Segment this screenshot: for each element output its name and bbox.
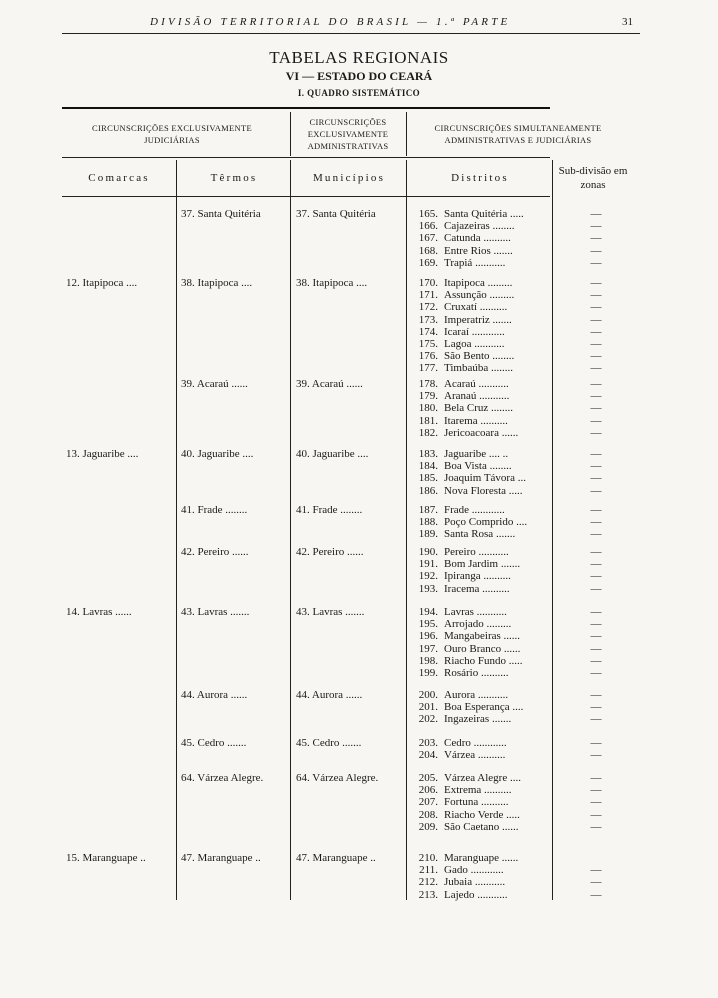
section-heading: I. QUADRO SISTEMÁTICO xyxy=(297,88,421,98)
district-number: 212. xyxy=(418,876,438,889)
district-row xyxy=(410,257,505,269)
district-name: Jaguaribe .... .. xyxy=(444,448,509,460)
district-number: 167. xyxy=(418,232,438,245)
zone-dash: — xyxy=(590,570,602,583)
district-row xyxy=(410,618,511,630)
district-row xyxy=(410,516,527,528)
district-number: 172. xyxy=(418,301,438,314)
col-header-distritos: Distritos xyxy=(451,172,509,184)
district-name: Ingazeiras ....... xyxy=(444,713,512,726)
district-row xyxy=(410,558,520,570)
district-row xyxy=(410,701,523,713)
district-name: Cedro ............ xyxy=(444,737,507,749)
district-row xyxy=(410,350,514,362)
district-name: Aurora ........... xyxy=(444,689,509,701)
district-row xyxy=(410,796,508,808)
zone-dash: — xyxy=(590,876,602,889)
page-title: TABELAS REGIONAIS xyxy=(269,48,449,67)
district-row xyxy=(410,643,520,655)
district-number: 210. xyxy=(418,852,438,864)
state-heading: VI — ESTADO DO CEARÁ xyxy=(285,69,433,83)
district-number: 192. xyxy=(418,570,438,583)
municipio-cell: 45. Cedro ....... xyxy=(296,737,362,749)
district-row xyxy=(410,583,510,595)
district-row xyxy=(410,220,515,232)
district-number: 204. xyxy=(418,749,438,762)
group-header-judiciary: CIRCUNSCRIÇÕES EXCLUSIVAMENTE JUDICIÁRIAS xyxy=(92,123,252,145)
district-number: 177. xyxy=(418,362,438,375)
col-header-municipios: Municípios xyxy=(312,172,386,184)
district-name: Aranaú ........... xyxy=(444,390,510,403)
zone-dash: — xyxy=(590,516,602,529)
district-number: 202. xyxy=(418,713,438,726)
district-number: 178. xyxy=(418,378,438,390)
district-row xyxy=(410,772,521,784)
district-number: 190. xyxy=(418,546,438,558)
district-number: 176. xyxy=(418,350,438,363)
district-name: Entre Rios ....... xyxy=(444,244,513,257)
district-row xyxy=(410,427,518,439)
district-name: São Bento ........ xyxy=(444,350,515,363)
district-number: 184. xyxy=(418,460,438,473)
district-name: Iracema .......... xyxy=(444,582,510,595)
district-row xyxy=(410,326,505,338)
district-name: Boa Vista ........ xyxy=(444,460,512,473)
municipio-cell: 64. Várzea Alegre. xyxy=(296,772,379,784)
district-name: Riacho Verde ..... xyxy=(444,808,520,821)
zone-dash: — xyxy=(590,426,602,439)
zone-dash: — xyxy=(590,546,602,558)
district-number: 165. xyxy=(418,208,438,220)
table-top-rule xyxy=(62,107,550,109)
zone-dash: — xyxy=(590,256,602,269)
district-number: 183. xyxy=(418,448,438,460)
district-number: 211. xyxy=(419,864,438,877)
zone-dash: — xyxy=(590,528,602,541)
district-number: 201. xyxy=(418,701,438,714)
district-name: Gado ............ xyxy=(444,864,504,877)
district-name: Joaquim Távora ... xyxy=(444,472,526,485)
zone-dash: — xyxy=(590,582,602,595)
termo-cell: 41. Frade ........ xyxy=(181,504,248,516)
district-name: Jubaia ........... xyxy=(444,876,506,889)
district-name: Cruxatí .......... xyxy=(444,301,508,314)
termo-cell: 47. Maranguape .. xyxy=(181,852,261,864)
district-name: Extrema .......... xyxy=(444,784,512,797)
municipio-cell: 42. Pereiro ...... xyxy=(296,546,364,558)
zone-dash: — xyxy=(590,460,602,473)
district-row xyxy=(410,338,504,350)
zone-dash: — xyxy=(590,504,602,516)
district-number: 195. xyxy=(418,618,438,631)
group-divider-a xyxy=(290,112,291,156)
district-number: 191. xyxy=(418,558,438,571)
col-header-termos: Têrmos xyxy=(210,172,258,184)
comarca-cell: 12. Itapipoca .... xyxy=(66,277,138,289)
district-row xyxy=(410,472,526,484)
district-number: 213. xyxy=(418,888,438,901)
district-name: Riacho Fundo ..... xyxy=(444,654,523,667)
district-name: São Caetano ...... xyxy=(444,820,519,833)
zone-dash: — xyxy=(590,378,602,390)
termo-cell: 44. Aurora ...... xyxy=(181,689,248,701)
termo-cell: 39. Acaraú ...... xyxy=(181,378,248,390)
termo-cell: 43. Lavras ....... xyxy=(181,606,250,618)
district-row xyxy=(410,378,509,390)
district-number: 208. xyxy=(418,808,438,821)
district-row xyxy=(410,713,511,725)
district-number: 196. xyxy=(418,630,438,643)
district-row xyxy=(410,852,518,864)
zone-dash: — xyxy=(590,701,602,714)
municipio-cell: 44. Aurora ...... xyxy=(296,689,363,701)
zone-dash: — xyxy=(590,402,602,415)
district-row xyxy=(410,314,512,326)
zone-dash: — xyxy=(590,737,602,749)
district-name: Icaraí ............ xyxy=(444,325,505,338)
district-row xyxy=(410,809,520,821)
col-divider-1 xyxy=(176,160,177,900)
zone-dash: — xyxy=(590,642,602,655)
zone-dash: — xyxy=(590,888,602,901)
municipio-cell: 40. Jaguaribe .... xyxy=(296,448,369,460)
zone-dash: — xyxy=(590,667,602,679)
district-name: Nova Floresta ..... xyxy=(444,484,523,497)
zone-dash: — xyxy=(590,484,602,497)
district-name: Trapiá ........... xyxy=(444,256,506,269)
zone-dash: — xyxy=(590,220,602,233)
district-row xyxy=(410,864,504,876)
district-number: 169. xyxy=(418,256,438,269)
district-name: Itarema .......... xyxy=(444,414,508,427)
col-header-subdivisao: Sub-divisão em zonas xyxy=(558,165,628,191)
district-number: 174. xyxy=(418,325,438,338)
district-number: 175. xyxy=(418,338,438,350)
district-row xyxy=(410,655,523,667)
district-row xyxy=(410,245,513,257)
district-number: 203. xyxy=(418,737,438,749)
district-name: Mangabeiras ...... xyxy=(444,630,521,643)
termo-cell: 42. Pereiro ...... xyxy=(181,546,249,558)
municipio-cell: 37. Santa Quitéria xyxy=(296,208,376,220)
district-number: 197. xyxy=(418,642,438,655)
district-number: 173. xyxy=(418,313,438,326)
zone-dash: — xyxy=(590,864,602,877)
district-row xyxy=(410,889,508,901)
district-name: Assunção ......... xyxy=(444,289,515,302)
district-name: Bela Cruz ........ xyxy=(444,402,514,415)
zone-dash: — xyxy=(590,808,602,821)
district-row xyxy=(410,689,508,701)
zone-dash: — xyxy=(590,362,602,375)
district-number: 193. xyxy=(418,582,438,595)
zone-dash: — xyxy=(590,472,602,485)
zone-dash: — xyxy=(590,301,602,314)
district-number: 209. xyxy=(418,820,438,833)
district-name: Bom Jardim ....... xyxy=(444,558,521,571)
district-name: Boa Esperança .... xyxy=(444,701,524,714)
district-name: Jericoacoara ...... xyxy=(444,426,519,439)
page-number: 31 xyxy=(622,16,633,28)
district-row xyxy=(410,606,507,618)
termo-cell: 40. Jaguaribe .... xyxy=(181,448,254,460)
zone-dash: — xyxy=(590,325,602,338)
termo-cell: 38. Itapipoca .... xyxy=(181,277,253,289)
district-number: 181. xyxy=(418,414,438,427)
district-name: Lagoa ........... xyxy=(444,338,505,350)
district-row xyxy=(410,208,524,220)
municipio-cell: 41. Frade ........ xyxy=(296,504,363,516)
district-name: Rosário .......... xyxy=(444,667,509,679)
district-name: Itapipoca ......... xyxy=(444,277,513,289)
zone-dash: — xyxy=(590,654,602,667)
comarca-cell: 13. Jaguaribe .... xyxy=(66,448,139,460)
district-name: Lavras ........... xyxy=(444,606,507,618)
zone-dash: — xyxy=(590,713,602,726)
comarca-cell: 14. Lavras ...... xyxy=(66,606,132,618)
district-row xyxy=(410,784,512,796)
zone-dash: — xyxy=(590,338,602,350)
column-header-rule xyxy=(62,196,550,197)
zone-dash: — xyxy=(590,630,602,643)
termo-cell: 64. Várzea Alegre. xyxy=(181,772,264,784)
district-number: 179. xyxy=(418,390,438,403)
zone-dash: — xyxy=(590,558,602,571)
municipio-cell: 47. Maranguape .. xyxy=(296,852,376,864)
district-number: 205. xyxy=(418,772,438,784)
zone-dash: — xyxy=(590,208,602,220)
district-row xyxy=(410,460,512,472)
district-number: 206. xyxy=(418,784,438,797)
district-name: Várzea .......... xyxy=(444,749,506,762)
col-divider-3 xyxy=(406,160,407,900)
district-number: 180. xyxy=(418,402,438,415)
district-number: 187. xyxy=(418,504,438,516)
header-rule xyxy=(62,33,640,34)
zone-dash: — xyxy=(590,784,602,797)
district-row xyxy=(410,821,519,833)
district-number: 170. xyxy=(418,277,438,289)
district-row xyxy=(410,448,508,460)
col-divider-2 xyxy=(290,160,291,900)
district-row xyxy=(410,528,515,540)
district-number: 189. xyxy=(418,528,438,541)
zone-dash: — xyxy=(590,350,602,363)
district-name: Santa Quitéria ..... xyxy=(444,208,524,220)
zone-dash: — xyxy=(590,289,602,302)
district-name: Lajedo ........... xyxy=(444,888,508,901)
district-name: Santa Rosa ....... xyxy=(444,528,516,541)
district-row xyxy=(410,630,520,642)
district-name: Ipiranga .......... xyxy=(444,570,511,583)
municipio-cell: 38. Itapipoca .... xyxy=(296,277,368,289)
district-name: Poço Comprido .... xyxy=(444,516,528,529)
district-number: 198. xyxy=(418,654,438,667)
district-number: 182. xyxy=(418,426,438,439)
district-row xyxy=(410,289,514,301)
district-number: 200. xyxy=(418,689,438,701)
district-row xyxy=(410,232,511,244)
municipio-cell: 39. Acaraú ...... xyxy=(296,378,363,390)
district-number: 186. xyxy=(418,484,438,497)
district-name: Arrojado ......... xyxy=(444,618,512,631)
district-row xyxy=(410,301,507,313)
running-title: DIVISÃO TERRITORIAL DO BRASIL — 1.ª PARTE xyxy=(150,16,511,28)
district-name: Pereiro ........... xyxy=(444,546,509,558)
district-number: 166. xyxy=(418,220,438,233)
district-row xyxy=(410,504,505,516)
district-name: Catunda .......... xyxy=(444,232,511,245)
district-row xyxy=(410,876,505,888)
district-row xyxy=(410,749,505,761)
zone-dash: — xyxy=(590,689,602,701)
district-row xyxy=(410,362,513,374)
district-name: Timbaúba ........ xyxy=(444,362,513,375)
district-number: 171. xyxy=(418,289,438,302)
district-number: 199. xyxy=(418,667,438,679)
termo-cell: 37. Santa Quitéria xyxy=(181,208,261,220)
col-divider-4 xyxy=(552,160,553,900)
district-name: Cajazeiras ........ xyxy=(444,220,515,233)
zone-dash: — xyxy=(590,749,602,762)
district-row xyxy=(410,415,508,427)
district-row xyxy=(410,737,507,749)
zone-dash: — xyxy=(590,313,602,326)
district-name: Maranguape ...... xyxy=(444,852,519,864)
zone-dash: — xyxy=(590,618,602,631)
district-number: 188. xyxy=(418,516,438,529)
comarca-cell: 15. Maranguape .. xyxy=(66,852,146,864)
district-row xyxy=(410,390,509,402)
zone-dash: — xyxy=(590,232,602,245)
zone-dash: — xyxy=(590,414,602,427)
group-header-both: CIRCUNSCRIÇÕES SIMULTANEAMENTE ADMINISTRATIVAS E JUDICIÁRIAS xyxy=(434,123,602,145)
municipio-cell: 43. Lavras ....... xyxy=(296,606,365,618)
district-row xyxy=(410,277,512,289)
district-number: 194. xyxy=(418,606,438,618)
district-number: 185. xyxy=(418,472,438,485)
district-row xyxy=(410,570,511,582)
district-name: Frade ............ xyxy=(444,504,505,516)
district-name: Imperatriz ....... xyxy=(444,313,512,326)
district-row xyxy=(410,546,509,558)
district-number: 207. xyxy=(418,796,438,809)
group-divider-b xyxy=(406,112,407,156)
zone-dash: — xyxy=(590,448,602,460)
group-header-administrative: CIRCUNSCRIÇÕES EXCLUSIVAMENTE ADMINISTRATIVAS xyxy=(307,117,389,151)
district-name: Várzea Alegre .... xyxy=(444,772,521,784)
zone-dash: — xyxy=(590,277,602,289)
col-header-comarcas: Comarcas xyxy=(88,172,150,184)
district-number: 168. xyxy=(418,244,438,257)
district-name: Fortuna .......... xyxy=(444,796,509,809)
zone-dash: — xyxy=(590,772,602,784)
district-name: Acaraú ........... xyxy=(444,378,509,390)
district-row xyxy=(410,667,508,679)
zone-dash: — xyxy=(590,796,602,809)
zone-dash: — xyxy=(590,244,602,257)
district-row xyxy=(410,402,513,414)
group-header-rule xyxy=(62,157,550,158)
termo-cell: 45. Cedro ....... xyxy=(181,737,247,749)
zone-dash: — xyxy=(590,606,602,618)
district-row xyxy=(410,485,523,497)
zone-dash: — xyxy=(590,390,602,403)
district-name: Ouro Branco ...... xyxy=(444,642,521,655)
zone-dash: — xyxy=(590,820,602,833)
